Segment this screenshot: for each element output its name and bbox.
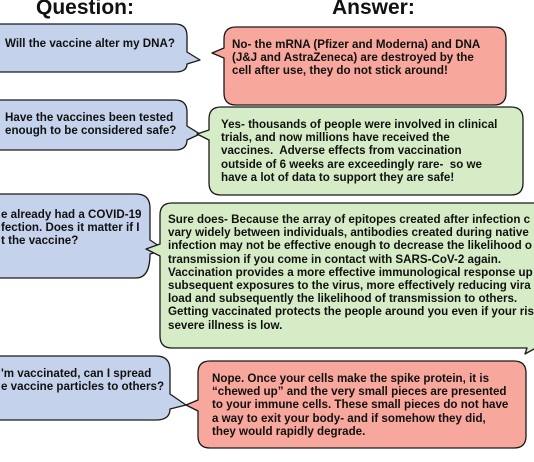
question-text-4: 'm vaccinated, can I spread e vaccine particles to others? (1, 367, 165, 394)
answer-text-4: Nope. Once your cells make the spike protein, it is “chewed up” and the very small pieces are presented to your immune cells. These small pieces do not have a way to exit your body- and if somehow they did, they would rapidly degrade. (212, 372, 509, 438)
answer-text-1: No- the mRNA (Pfizer and Moderna) and DNA (J&J and AstraZeneca) are destroyed by the cell after use, they do not stick around! (232, 38, 481, 78)
question-header: Question: (36, 0, 134, 19)
question-text-2: Have the vaccines been tested enough to be considered safe? (5, 111, 177, 138)
question-text-1: Will the vaccine alter my DNA? (5, 37, 175, 50)
question-text-3: e already had a COVID-19 fection. Does it matter if I t the vaccine? (1, 208, 142, 248)
answer-text-3: Sure does- Because the array of epitopes created after infection c vary widely between individuals, antibodies created during native infection may not be effective enough to decrease the likelihood o transmission if you come in contact with SARS-CoV-2 again. Vaccination provides a more effective immunological response up subsequent exposures to the virus, more effectively reducing vira load and subsequently the likelihood of transmission to others. Getting vaccinated protects the people around you even if your ris severe illness is low. (168, 213, 534, 332)
answer-text-2: Yes- thousands of people were involved in clinical trials, and now millions have received the vaccines. Adverse effects from vaccination outside of 6 weeks are exceedingly rare- so we have a lot of data to support they are safe! (221, 118, 498, 184)
answer-header: Answer: (332, 0, 415, 19)
